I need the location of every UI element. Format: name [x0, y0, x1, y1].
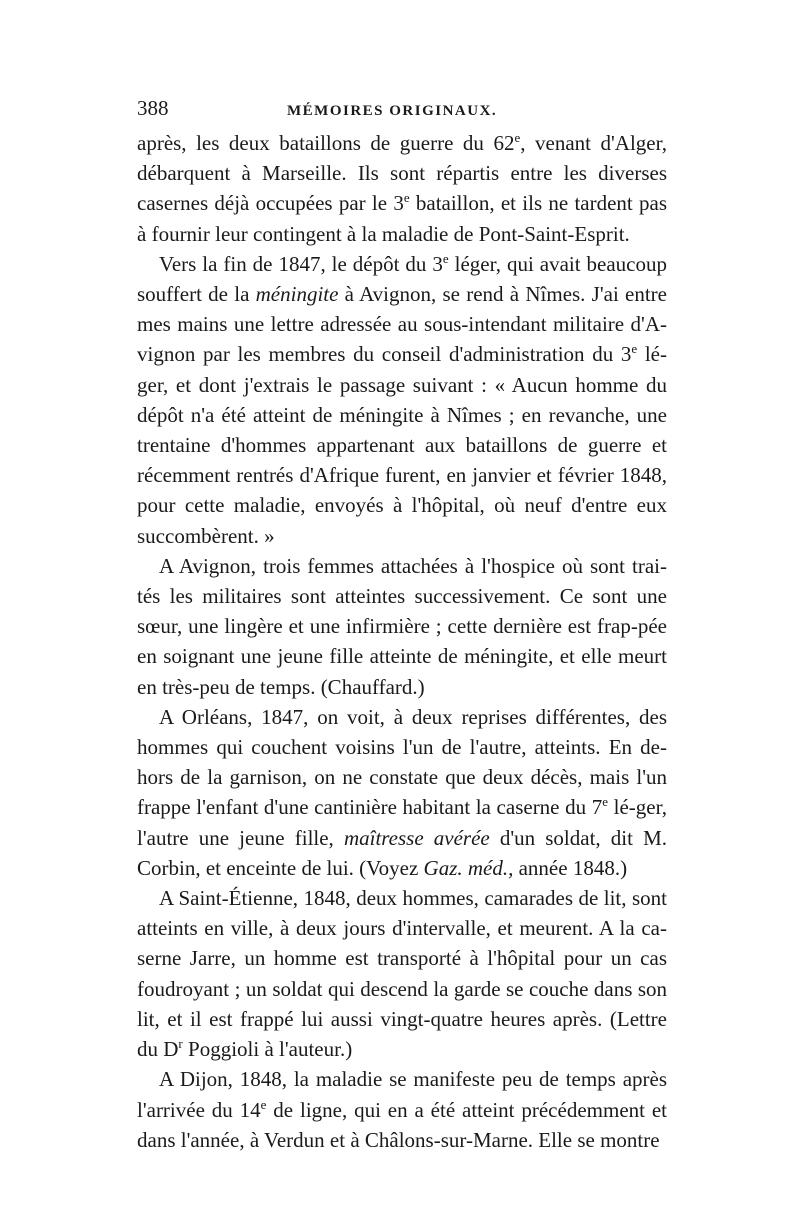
italic-text: Gaz. méd.,	[423, 855, 514, 880]
paragraph	[137, 1064, 667, 1155]
text-run: année 1848.)	[513, 855, 628, 880]
running-title: MÉMOIRES ORIGINAUX.	[287, 103, 498, 119]
superscript: e	[602, 794, 609, 810]
text-run: Poggioli à l'auteur.)	[182, 1037, 353, 1062]
text-run: A Dijon, 1848, la maladie se manifeste peu de temps après l'arrivée du 14	[137, 1067, 667, 1122]
text-run: lé-ger, l'autre une jeune fille,	[137, 795, 667, 850]
text-run: bataillon, et ils ne tardent pas à fournir leur contingent à la maladie de Pont-Saint-Esprit.	[137, 191, 668, 246]
text-run: A Avignon, trois femmes attachées à l'hospice où sont trai-tés les militaires sont atteintes successivement. Ce sont une sœur, une lingère et une infirmière ; cette dernière est frap-pée en soignant une jeune fille atteinte de méningite, et elle meurt en très-peu de temps. (Chauffard.)	[137, 553, 667, 699]
text-run: Vers la fin de 1847, le dépôt du 3	[159, 251, 443, 276]
text-run: de ligne, qui en a été atteint précédemment et dans l'année, à Verdun et à Châlons-sur-Marne. Elle se montre	[137, 1097, 667, 1152]
paragraph	[137, 702, 667, 883]
book-page	[137, 96, 667, 1155]
body-text	[137, 128, 667, 1155]
text-run: lé-ger, et dont j'extrais le passage suivant : « Aucun homme du dépôt n'a été atteint de méningite à Nîmes ; en revanche, une trentaine d'hommes appartenant aux bataillons de guerre et récemment rentrés d'Afrique furent, en janvier et février 1848, pour cette maladie, envoyés à l'hôpital, où neuf d'entre eux succombèrent. »	[137, 342, 667, 548]
italic-text: maîtresse avérée	[343, 825, 490, 850]
superscript: e	[260, 1096, 267, 1112]
paragraph	[137, 128, 667, 249]
running-head	[137, 96, 667, 126]
paragraph	[137, 883, 667, 1064]
text-run: après, les deux bataillons de guerre du 62	[137, 131, 515, 155]
text-run: , venant d'Alger, débarquent à Marseille. Ils sont répartis entre les diverses casernes déjà occupées par le 3	[137, 131, 668, 216]
superscript: e	[442, 250, 449, 266]
superscript: e	[403, 190, 410, 206]
text-run: à Avignon, se rend à Nîmes. J'ai entre mes mains une lettre adressée au sous-intendant militaire d'A-vignon par les membres du conseil d'administration du 3	[137, 282, 667, 367]
superscript: r	[178, 1036, 183, 1052]
paragraph	[137, 551, 667, 702]
text-run: A Orléans, 1847, on voit, à deux reprises différentes, des hommes qui couchent voisins l'un de l'autre, atteints. En de-hors de la garnison, on ne constate que deux décès, mais l'un frappe l'enfant d'une cantinière habitant la caserne du 7	[137, 704, 667, 820]
text-run: A Saint-Étienne, 1848, deux hommes, camarades de lit, sont atteints en ville, à deux jours d'intervalle, et meurent. A la ca-serne Jarre, un homme est transporté à l'hôpital pour un cas foudroyant ; un soldat qui descend la garde se couche dans son lit, et il est frappé lui aussi vingt-quatre heures après. (Lettre du D	[137, 886, 667, 1062]
text-run: d'un soldat, dit M. Corbin, et enceinte de lui. (Voyez	[137, 825, 668, 880]
page-number: 388	[137, 96, 169, 120]
italic-text: méningite	[255, 282, 339, 307]
superscript: e	[514, 130, 521, 145]
superscript: e	[631, 341, 638, 357]
paragraph	[137, 249, 667, 551]
text-run: léger, qui avait beaucoup souffert de la	[137, 251, 667, 307]
